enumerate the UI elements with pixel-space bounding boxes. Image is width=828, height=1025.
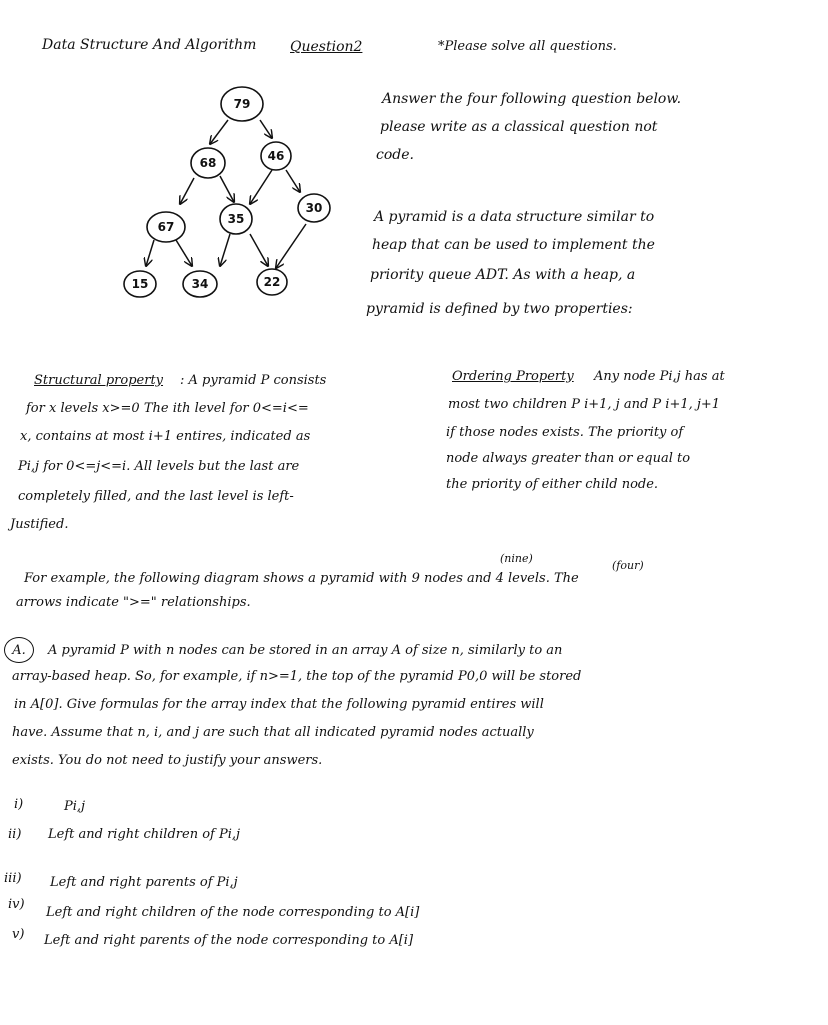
ordering-line: the priority of either child node. <box>446 477 659 492</box>
structural-line: for x levels x>=0 The ith level for 0<=i<= <box>26 401 309 416</box>
tree-arrow <box>180 178 194 204</box>
tree-node-label: 46 <box>267 149 285 163</box>
ordering-line: if those nodes exists. The priority of <box>446 425 684 440</box>
tree-arrow <box>220 176 234 202</box>
tree-arrow <box>146 240 154 266</box>
item-number: ii) <box>8 827 22 842</box>
tree-node-label: 22 <box>263 275 281 289</box>
example-line: arrows indicate ">=" relationships. <box>16 595 251 610</box>
tree-node-label: 35 <box>227 212 245 226</box>
structural-heading: Structural property <box>34 373 164 388</box>
tree-arrow <box>276 224 306 268</box>
intro-line: pyramid is defined by two properties: <box>366 301 633 317</box>
structural-line: : A pyramid P consists <box>180 373 327 388</box>
part-a-line: array-based heap. So, for example, if n>=1, the top of the pyramid P0,0 will be stored <box>12 669 582 684</box>
tree-node-label: 67 <box>157 220 175 234</box>
tree-node-label: 15 <box>131 277 149 291</box>
intro-line: A pyramid is a data structure similar to <box>374 209 655 225</box>
part-a-line: A pyramid P with n nodes can be stored in an array A of size n, similarly to an <box>48 643 563 658</box>
intro-line: please write as a classical question not <box>380 119 658 135</box>
tree-arrow <box>176 240 192 266</box>
tree-arrow <box>286 170 300 192</box>
ordering-heading: Ordering Property <box>452 369 574 384</box>
part-a-line: in A[0]. Give formulas for the array index that the following pyramid entires will <box>14 697 544 712</box>
item-text: Pi,j <box>64 799 86 814</box>
structural-line: Pi,j for 0<=j<=i. All levels but the last are <box>18 459 300 474</box>
tree-node-label: 30 <box>305 201 323 215</box>
tree-arrow <box>250 234 268 266</box>
instruction-text: *Please solve all questions. <box>438 39 617 54</box>
ordering-line: Any node Pi,j has at <box>594 369 725 384</box>
pyramid-tree-diagram <box>110 82 350 302</box>
structural-line: x, contains at most i+1 entires, indicated as <box>20 429 311 444</box>
tree-arrow <box>260 120 272 138</box>
item-text: Left and right parents of Pi,j <box>50 875 238 890</box>
item-text: Left and right parents of the node corresponding to A[i] <box>44 933 414 948</box>
item-number: i) <box>14 797 24 812</box>
tree-node-label: 34 <box>191 277 209 291</box>
tree-arrow <box>250 170 272 204</box>
annotation-four: (four) <box>612 559 644 572</box>
document-title: Data Structure And Algorithm <box>42 37 257 53</box>
question-label: Question2 <box>290 39 363 55</box>
tree-arrow <box>210 120 228 144</box>
example-line: For example, the following diagram shows a pyramid with 9 nodes and 4 levels. The <box>24 571 579 586</box>
intro-line: Answer the four following question below. <box>382 91 682 107</box>
item-number: v) <box>12 927 25 942</box>
structural-line: Justified. <box>10 517 69 532</box>
structural-line: completely filled, and the last level is left- <box>18 489 294 504</box>
tree-node-label: 79 <box>233 97 251 111</box>
part-a-line: exists. You do not need to justify your answers. <box>12 753 323 768</box>
annotation-nine: (nine) <box>500 552 533 565</box>
tree-arrow <box>220 234 230 266</box>
ordering-line: most two children P i+1, j and P i+1, j+1 <box>448 397 721 412</box>
part-a-marker: A. <box>4 637 34 663</box>
item-text: Left and right children of Pi,j <box>48 827 241 842</box>
item-number: iv) <box>8 897 25 912</box>
tree-node-label: 68 <box>199 156 217 170</box>
item-number: iii) <box>4 871 22 886</box>
item-text: Left and right children of the node corresponding to A[i] <box>46 905 420 920</box>
ordering-line: node always greater than or equal to <box>446 451 691 466</box>
intro-line: heap that can be used to implement the <box>372 237 655 253</box>
part-a-line: have. Assume that n, i, and j are such that all indicated pyramid nodes actually <box>12 725 534 740</box>
intro-line: code. <box>376 147 414 163</box>
intro-line: priority queue ADT. As with a heap, a <box>370 267 636 283</box>
